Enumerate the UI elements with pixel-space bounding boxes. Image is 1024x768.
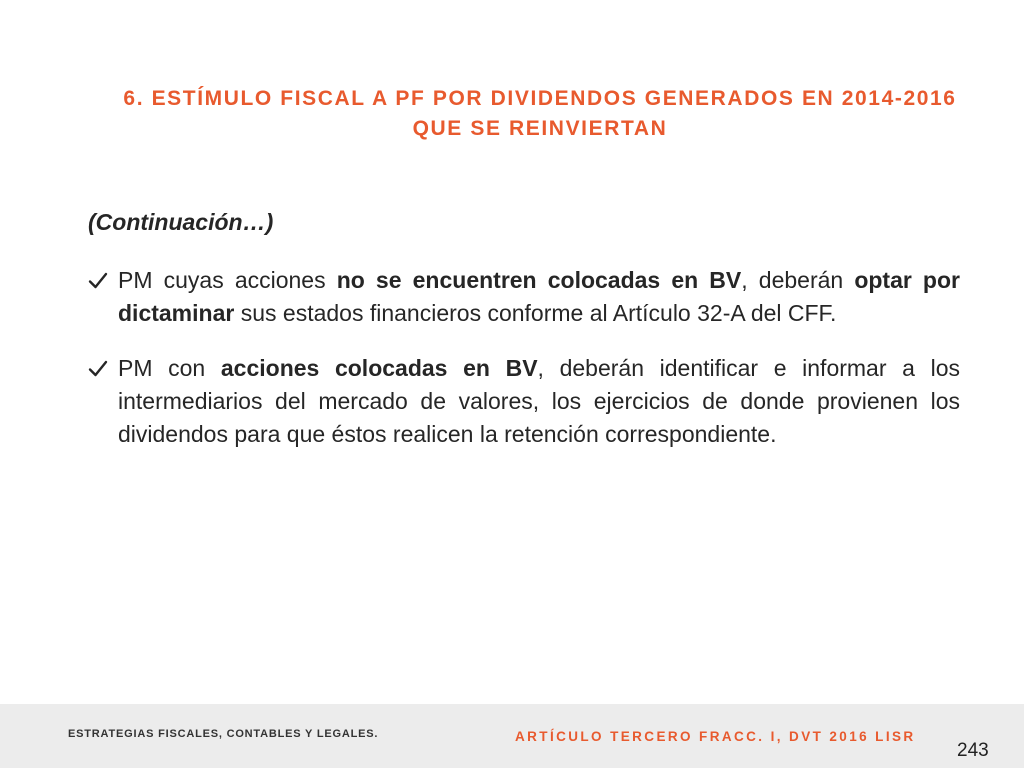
slide-title <box>60 84 1020 144</box>
bullet-segment: , deberán <box>741 267 855 293</box>
bullet-segment-bold: acciones colocadas en BV <box>220 355 538 381</box>
slide-title-line-1: 6. ESTÍMULO FISCAL A PF POR DIVIDENDOS GENERADOS EN 2014-2016 <box>123 87 957 110</box>
slide-content <box>88 206 960 473</box>
checkmark-icon <box>88 272 108 290</box>
bullet-segment-bold: no se encuentren colocadas en BV <box>336 267 742 293</box>
continuation-label: (Continuación…) <box>88 209 274 235</box>
bullet-segment: sus estados financieros conforme al Artículo 32-A del CFF. <box>234 300 837 326</box>
bullet-segment: PM con <box>118 355 221 381</box>
bullet-segment: PM cuyas acciones <box>118 267 337 293</box>
bullet-item-dictamen <box>88 264 960 330</box>
bullet-segment: , deberán identificar e informar a los intermediarios del mercado de valores, los ejercicios de donde provienen los dividendos para que éstos realicen la retención correspondiente. <box>118 355 960 447</box>
page-number: 243 <box>957 740 989 761</box>
bullet-item-retencion <box>88 352 960 451</box>
checkmark-icon <box>88 360 108 378</box>
footer-legal-reference: ARTÍCULO TERCERO FRACC. I, DVT 2016 LISR <box>515 729 916 744</box>
bullet-segment-bold: optar por dictaminar <box>118 267 960 326</box>
slide-title-line-2: QUE SE REINVIERTAN <box>412 117 668 140</box>
footer-firm-tagline: ESTRATEGIAS FISCALES, CONTABLES Y LEGALES. <box>68 728 379 740</box>
bullet-text <box>118 355 960 447</box>
footer-bar <box>0 704 1024 768</box>
bullet-text <box>118 267 960 326</box>
